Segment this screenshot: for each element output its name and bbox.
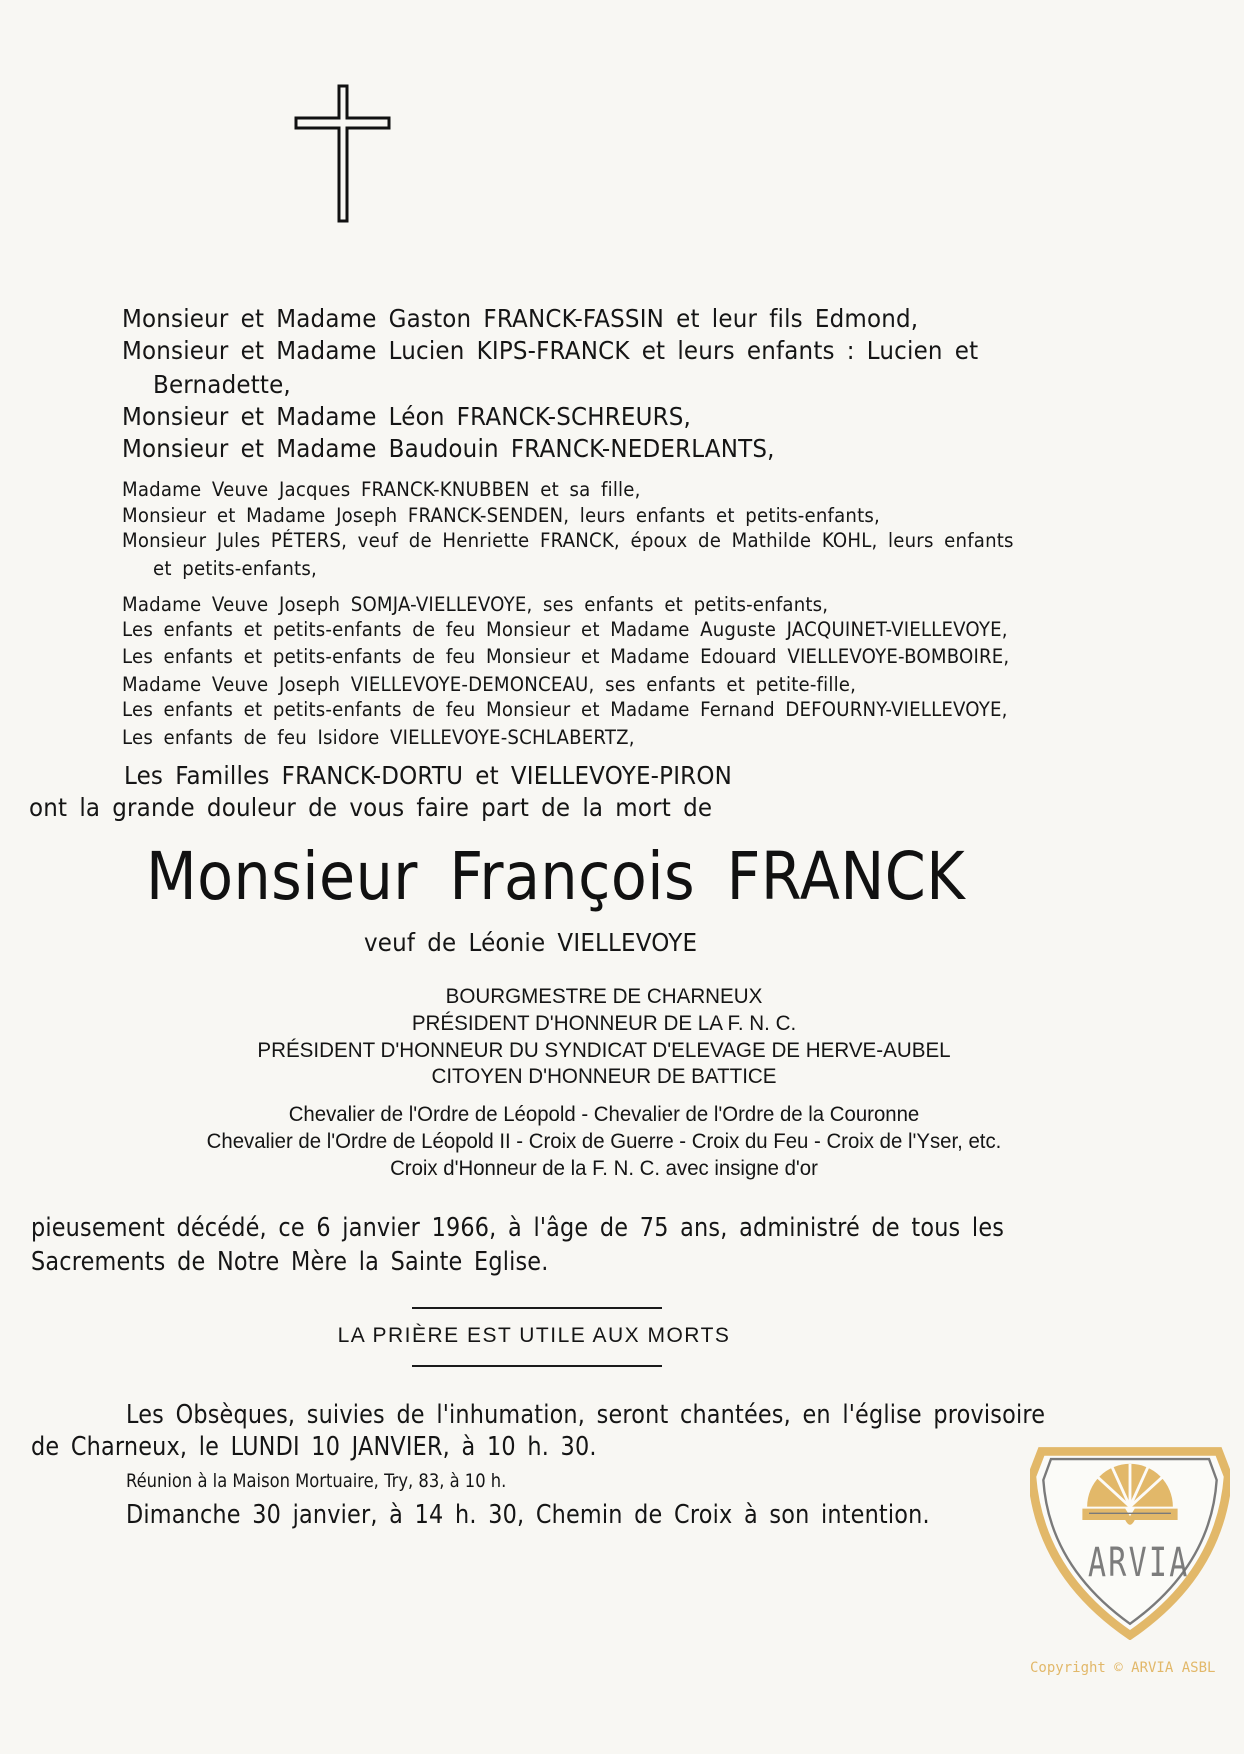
widower-line: veuf de Léonie VIELLEVOYE [364,928,698,957]
family-line: Les enfants et petits-enfants de feu Monsieur et Madame Edouard VIELLEVOYE-BOMBOIRE, [122,645,1010,668]
family-line: et petits-enfants, [153,557,317,580]
decoration-line: Chevalier de l'Ordre de Léopold II - Croix de Guerre - Croix du Feu - Croix de l'Yser, etc. [206,1130,1002,1153]
arvia-watermark [1030,1440,1230,1640]
divider-top [412,1307,662,1309]
deceased-name: Monsieur François FRANCK [146,838,966,915]
family-line: Monsieur et Madame Joseph FRANCK-SENDEN, leurs enfants et petits-enfants, [122,504,880,527]
funeral-line: de Charneux, le LUNDI 10 JANVIER, à 10 h. 30. [31,1432,597,1462]
meeting-line: Réunion à la Maison Mortuaire, Try, 83, à 10 h. [126,1470,507,1492]
family-line: Les enfants et petits-enfants de feu Monsieur et Madame Fernand DEFOURNY-VIELLEVOYE, [122,698,1008,721]
decoration-line: Croix d'Honneur de la F. N. C. avec insigne d'or [390,1157,818,1180]
family-line: Monsieur et Madame Gaston FRANCK-FASSIN et leur fils Edmond, [122,304,919,333]
title-line: PRÉSIDENT D'HONNEUR DU SYNDICAT D'ELEVAGE DE HERVE-AUBEL [257,1039,951,1062]
announcement-line: ont la grande douleur de vous faire part de la mort de [29,793,713,822]
watermark-brand: ARVIA [1088,1540,1190,1586]
family-line: Monsieur et Madame Lucien KIPS-FRANCK et leurs enfants : Lucien et [122,336,979,365]
decoration-line: Chevalier de l'Ordre de Léopold - Chevalier de l'Ordre de la Couronne [288,1103,920,1126]
copyright-text: Copyright © ARVIA ASBL [1030,1660,1216,1676]
cross-icon [294,84,392,224]
death-line: Sacrements de Notre Mère la Sainte Eglise. [31,1247,549,1277]
family-line: Les enfants et petits-enfants de feu Monsieur et Madame Auguste JACQUINET-VIELLEVOYE, [122,618,1008,641]
death-line: pieusement décédé, ce 6 janvier 1966, à l'âge de 75 ans, administré de tous les [31,1213,1005,1243]
family-line: Madame Veuve Jacques FRANCK-KNUBBEN et sa fille, [122,478,641,501]
family-line: Bernadette, [153,370,291,399]
families-line: Les Familles FRANCK-DORTU et VIELLEVOYE-PIRON [124,761,733,790]
stations-line: Dimanche 30 janvier, à 14 h. 30, Chemin de Croix à son intention. [126,1500,930,1530]
funeral-line: Les Obsèques, suivies de l'inhumation, seront chantées, en l'église provisoire [126,1400,1046,1430]
prayer-line: LA PRIÈRE EST UTILE AUX MORTS [337,1324,731,1347]
title-line: CITOYEN D'HONNEUR DE BATTICE [431,1065,777,1088]
family-line: Madame Veuve Joseph VIELLEVOYE-DEMONCEAU, ses enfants et petite-fille, [122,673,857,696]
family-line: Madame Veuve Joseph SOMJA-VIELLEVOYE, ses enfants et petits-enfants, [122,593,829,616]
title-line: BOURGMESTRE DE CHARNEUX [445,985,763,1008]
family-line: Monsieur Jules PÉTERS, veuf de Henriette FRANCK, époux de Mathilde KOHL, leurs enfants [122,529,1014,552]
family-line: Monsieur et Madame Baudouin FRANCK-NEDERLANTS, [122,434,775,463]
divider-bottom [412,1365,662,1367]
family-line: Monsieur et Madame Léon FRANCK-SCHREURS, [122,402,692,431]
title-line: PRÉSIDENT D'HONNEUR DE LA F. N. C. [411,1012,797,1035]
family-line: Les enfants de feu Isidore VIELLEVOYE-SCHLABERTZ, [122,726,635,749]
